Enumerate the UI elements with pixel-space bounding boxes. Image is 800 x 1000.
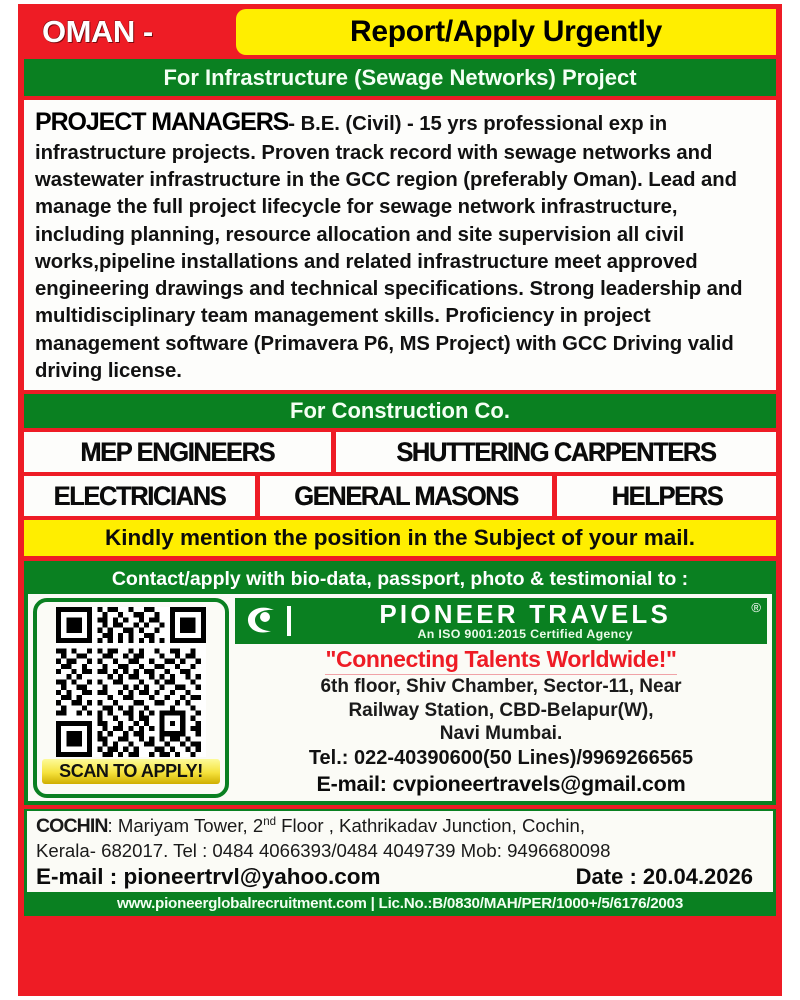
cochin-address-part-a: : Mariyam Tower, 2 [107,814,264,836]
cochin-address-part-b: Floor , Kathrikadav Junction, Cochin, [276,814,586,836]
cochin-branch-inner [27,811,773,893]
registered-trademark-icon: ® [751,600,761,616]
cochin-email[interactable]: E-mail : pioneertrvl@yahoo.com [36,864,381,890]
cochin-address-line-2: Kerala- 682017. Tel : 0484 4066393/0484 4049739 Mob: 9496680098 [36,840,611,862]
construction-bar [24,394,776,428]
job-titles-row-1 [24,432,776,472]
country-block [24,9,236,55]
footer-license-label: www.pioneerglobalrecruitment.com | Lic.No.:B/0830/MAH/PER/1000+/5/6176/2003 [116,894,684,912]
job-box-general-masons[interactable] [260,476,552,516]
contact-heading [28,564,772,594]
header-row [24,9,776,55]
role-dash: - [288,113,295,135]
qr-block[interactable] [33,598,229,798]
agency-name: PIONEER TRAVELS [379,598,672,629]
role-title: PROJECT MANAGERS [35,108,289,136]
agency-telephone[interactable]: Tel.: 022-40390600(50 Lines)/9969266565 [308,746,694,769]
project-bar [24,59,776,96]
job-title-label: GENERAL MASONS [294,480,518,511]
subject-line-notice [24,520,776,556]
construction-bar-label: For Construction Co. [290,398,510,424]
scan-to-apply-badge[interactable] [42,759,220,784]
job-title-label: HELPERS [611,480,722,511]
job-box-shuttering-carpenters[interactable] [336,432,776,472]
contact-inner [28,594,772,801]
advertisement-card [18,4,782,996]
agency-details [235,598,767,798]
qr-code-icon[interactable] [43,607,219,757]
agency-address-line-3: Navi Mumbai. [439,723,563,745]
job-description-block [24,100,776,390]
urgent-banner-label: Report/Apply Urgently [349,15,663,48]
agency-iso-label: An ISO 9001:2015 Certified Agency [417,626,633,641]
agency-email[interactable]: E-mail: cvpioneertravels@gmail.com [316,771,686,796]
cochin-label: COCHIN [36,814,108,837]
job-title-label: MEP ENGINEERS [80,436,275,467]
agency-address-line-1: 6th floor, Shiv Chamber, Sector-11, Near [320,676,682,698]
job-title-label: SHUTTERING CARPENTERS [396,436,716,467]
job-box-mep-engineers[interactable] [24,432,331,472]
logo-divider [287,606,291,636]
agency-logo-bar [235,598,767,644]
agency-address-line-2: Railway Station, CBD-Belapur(W), [348,699,654,721]
cochin-floor-ordinal: nd [263,815,277,828]
subject-line-notice-label: Kindly mention the position in the Subject of your mail. [104,525,696,551]
project-bar-label: For Infrastructure (Sewage Networks) Project [163,64,637,90]
job-title-label: ELECTRICIANS [53,480,226,511]
urgent-banner [236,9,776,55]
cochin-branch-panel [24,809,776,917]
role-description: B.E. (Civil) - 15 yrs professional exp in infrastructure projects. Proven track record with sewage networks and wastewater infrastructure in the GCC region (preferably Oman). Lead and manage the full project lifecycle for sewage network infrastructure, including planning, resource allocation and site supervision all civil works,pipeline installations and related infrastructure meet approved engineering drawings and technical specifications. Strong leadership and multidisciplinary team management skills. Proficiency in project management software (Primavera P6, MS Project) with GCC Driving valid driving license. [35,113,743,382]
logo-text-block [299,598,751,643]
footer-license-strip [27,892,773,914]
job-box-electricians[interactable] [24,476,255,516]
job-titles-row-2 [24,476,776,516]
job-box-helpers[interactable] [557,476,776,516]
country-label: OMAN - [42,14,153,49]
advertisement-date: Date : 20.04.2026 [575,864,753,890]
contact-heading-label: Contact/apply with bio-data, passport, photo & testimonial to : [111,567,689,590]
job-description-paragraph [35,106,766,385]
scan-to-apply-label: SCAN TO APPLY! [59,761,203,782]
pioneer-swirl-logo-icon [243,604,283,638]
contact-panel [24,561,776,805]
cochin-address-line-1 [36,814,765,839]
cochin-email-date-row [36,864,765,890]
agency-tagline: "Connecting Talents Worldwide!" [325,646,676,675]
